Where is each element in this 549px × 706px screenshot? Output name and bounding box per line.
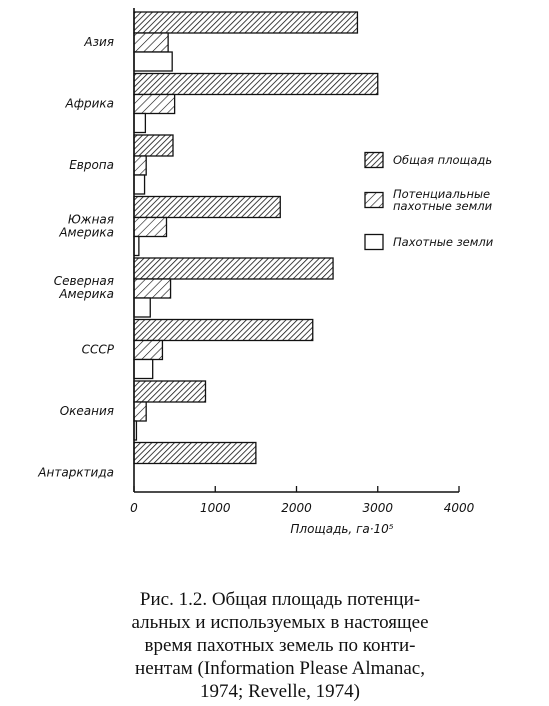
category-label: Южная Америка [59,212,114,240]
bar-total-area [134,320,313,341]
x-tick-label: 0 [130,501,138,515]
legend-swatch [365,235,383,250]
bar-total-area [134,135,173,156]
bar-total-area [134,258,333,279]
bar-total-area [134,74,378,95]
bar-arable [134,175,145,194]
bar-arable [134,114,145,133]
caption-line: Рис. 1.2. Общая площадь потенци- [139,589,421,610]
x-tick-label: 3000 [362,501,394,515]
legend-label: Общая площадь [393,153,493,167]
category-label: Африка [65,96,114,111]
legend-swatch [365,153,383,168]
x-tick-label: 4000 [443,501,475,515]
bar-total-area [134,12,357,33]
legend-label: Пахотные земли [393,235,494,249]
bar-total-area [134,381,206,402]
category-label: Океания [59,404,114,418]
category-label: Европа [69,158,114,172]
caption-line: время пахотных земель по конти- [144,635,416,656]
category-label: Северная Америка [53,274,114,301]
bar-potential-arable [134,279,171,298]
bar-total-area [134,443,256,464]
bar-arable [134,52,172,71]
caption-line: альных и используемых в настоящее [131,612,429,633]
legend-label: Потенциальные пахотные земли [393,187,493,213]
figure-caption [40,588,520,703]
bar-potential-arable [134,156,146,175]
category-label: Антарктида [38,465,114,480]
x-axis-label: Площадь, га·10⁵ [290,522,394,536]
category-label: Азия [84,35,114,49]
category-label: СССР [81,342,114,357]
bar-arable [134,360,153,379]
x-tick-label: 2000 [281,501,312,515]
x-tick-label: 1000 [199,501,231,515]
bar-potential-arable [134,341,162,360]
bar-potential-arable [134,95,175,114]
bar-arable [134,298,150,317]
caption-line: 1974; Revelle, 1974) [200,681,360,702]
bar-potential-arable [134,33,168,52]
legend-swatch [365,193,383,208]
bar-potential-arable [134,402,146,421]
bar-potential-arable [134,218,167,237]
caption-line: нентам (Information Please Almanac, [135,658,425,679]
bar-total-area [134,197,280,218]
